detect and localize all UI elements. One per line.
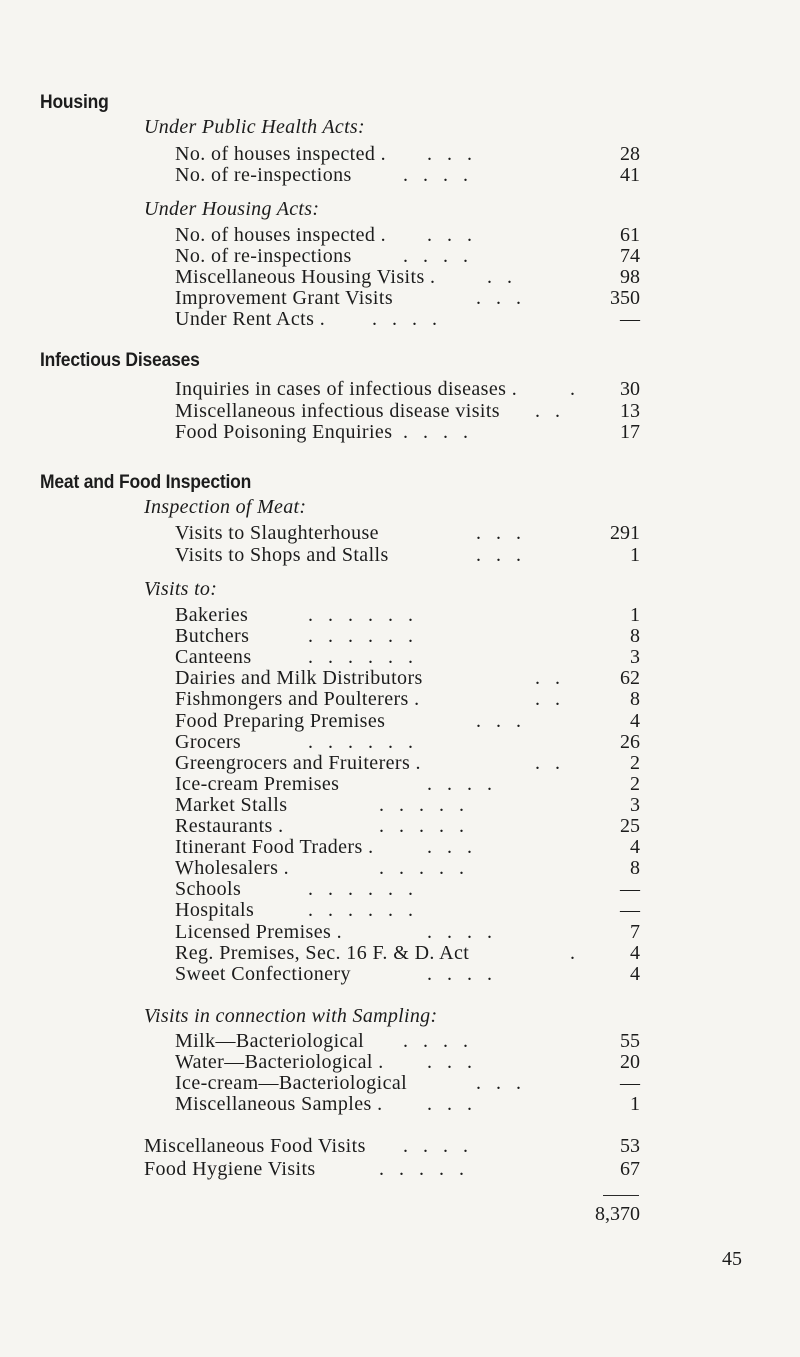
row-label: No. of houses inspected . [175,224,387,246]
row-label: Ice-cream Premises [175,772,340,795]
leader-dots: . . . . [403,1135,468,1157]
row-value: 7 [630,920,640,943]
leader-dots: . [570,378,575,400]
row-label: Butchers [175,625,250,648]
row-label: Grocers [175,730,242,753]
row-label: Miscellaneous Food Visits [144,1135,366,1157]
leader-dots: . . [487,266,512,288]
row-value: 8 [630,688,640,711]
row-value: 4 [630,836,640,859]
row-label: Fishmongers and Poulterers . [175,688,420,711]
row-value: — [620,308,640,330]
leader-dots: . . . . [403,1030,468,1052]
row-label: Sweet Confectionery [175,962,351,985]
leader-dots: . . . . . [379,857,464,880]
row-label: No. of re-inspections [175,245,352,267]
row-label: Reg. Premises, Sec. 16 F. & D. Act [175,941,470,964]
row-value: 291 [610,522,640,544]
row-label: Hospitals [175,899,255,922]
subtitle-visits-to: Visits to: [144,578,218,600]
row-value: 1 [630,1093,640,1115]
row-value: 26 [620,730,640,753]
page-number: 45 [722,1248,742,1270]
row-label: Visits to Slaughterhouse [175,522,379,544]
row-value: — [620,899,640,922]
row-label: Water—Bacteriological . [175,1051,384,1073]
leader-dots: . . [535,751,560,774]
table-row [0,544,800,570]
row-value: 8 [630,857,640,880]
table-row [0,1093,800,1119]
leader-dots: . . . [427,1051,472,1073]
leader-dots: . . . . . [379,815,464,837]
row-label: Schools [175,878,242,901]
row-value: 67 [620,1158,640,1180]
total-rule [603,1195,639,1196]
row-value: 98 [620,266,640,288]
row-value: — [620,1072,640,1094]
leader-dots: . . . [476,544,521,566]
row-value: 4 [630,962,640,985]
row-label: Improvement Grant Visits [175,287,393,309]
row-value: 4 [630,941,640,964]
row-value: 20 [620,1051,640,1073]
leader-dots: . . . [427,143,472,165]
row-label: Greengrocers and Fruiterers . [175,751,421,774]
row-label: No. of houses inspected . [175,143,387,165]
table-row [0,164,800,190]
row-label: Miscellaneous Samples . [175,1093,383,1115]
row-value: 30 [620,378,640,400]
row-label: Bakeries [175,604,249,626]
leader-dots: . . . . [427,962,492,985]
subtitle-public-health-acts: Under Public Health Acts: [144,116,365,138]
row-label: Licensed Premises . [175,920,343,943]
row-value: 13 [620,400,640,422]
row-label: No. of re-inspections [175,164,352,186]
row-label: Food Poisoning Enquiries [175,421,393,443]
row-label: Food Preparing Premises [175,709,386,732]
leader-dots: . . [535,667,560,690]
leader-dots: . . . . . . [308,625,413,648]
row-value: 25 [620,815,640,837]
leader-dots: . [570,941,575,964]
grand-total: 8,370 [595,1203,640,1225]
table-row [0,421,800,447]
leader-dots: . . . . . . [308,878,413,901]
row-value: 1 [630,544,640,566]
row-label: Itinerant Food Traders . [175,836,374,859]
leader-dots: . . . . [427,920,492,943]
row-label: Market Stalls [175,793,288,816]
row-label: Canteens [175,646,252,669]
table-row [0,963,800,989]
row-value: 3 [630,793,640,816]
leader-dots: . . . [476,522,521,544]
leader-dots: . . . . [403,245,468,267]
leader-dots: . . . . . [379,793,464,816]
leader-dots: . . . [476,287,521,309]
row-value: 4 [630,709,640,732]
row-label: Miscellaneous infectious disease visits [175,400,500,422]
row-label: Restaurants . [175,815,284,837]
row-value: 74 [620,245,640,267]
row-value: 53 [620,1135,640,1157]
leader-dots: . . . [427,1093,472,1115]
row-value: 28 [620,143,640,165]
leader-dots: . . . . . . [308,899,413,922]
leader-dots: . . [535,400,560,422]
leader-dots: . . . . . . [308,604,413,626]
leader-dots: . . . . [403,164,468,186]
leader-dots: . . . . [403,421,468,443]
row-label: Ice-cream—Bacteriological [175,1072,408,1094]
subtitle-housing-acts: Under Housing Acts: [144,198,320,220]
leader-dots: . . [535,688,560,711]
section-title-meat-and-food: Meat and Food Inspection [40,472,252,493]
row-value: 8 [630,625,640,648]
row-label: Wholesalers . [175,857,290,880]
row-label: Visits to Shops and Stalls [175,544,389,566]
section-title-housing: Housing [40,92,109,113]
row-value: 55 [620,1030,640,1052]
row-label: Inquiries in cases of infectious diseases . [175,378,518,400]
leader-dots: . . . . [372,308,437,330]
section-title-infectious-diseases: Infectious Diseases [40,350,200,371]
subtitle-sampling-visits: Visits in connection with Sampling: [144,1005,438,1027]
leader-dots: . . . [427,224,472,246]
subtitle-inspection-of-meat: Inspection of Meat: [144,496,307,518]
leader-dots: . . . . . . [308,646,413,669]
row-value: 2 [630,751,640,774]
row-label: Food Hygiene Visits [144,1158,316,1180]
table-row [0,308,800,334]
row-value: 41 [620,164,640,186]
leader-dots: . . . . [427,772,492,795]
leader-dots: . . . [427,836,472,859]
row-label: Under Rent Acts . [175,308,326,330]
leader-dots: . . . [476,709,521,732]
row-value: 62 [620,667,640,690]
row-value: 17 [620,421,640,443]
row-value: 2 [630,772,640,795]
row-value: — [620,878,640,901]
table-row [0,1158,800,1184]
row-label: Dairies and Milk Distributors [175,667,423,690]
row-value: 61 [620,224,640,246]
row-value: 3 [630,646,640,669]
leader-dots: . . . . . . [308,730,413,753]
row-value: 1 [630,604,640,626]
leader-dots: . . . . . [379,1158,464,1180]
row-value: 350 [610,287,640,309]
row-label: Miscellaneous Housing Visits . [175,266,436,288]
row-label: Milk—Bacteriological [175,1030,365,1052]
leader-dots: . . . [476,1072,521,1094]
